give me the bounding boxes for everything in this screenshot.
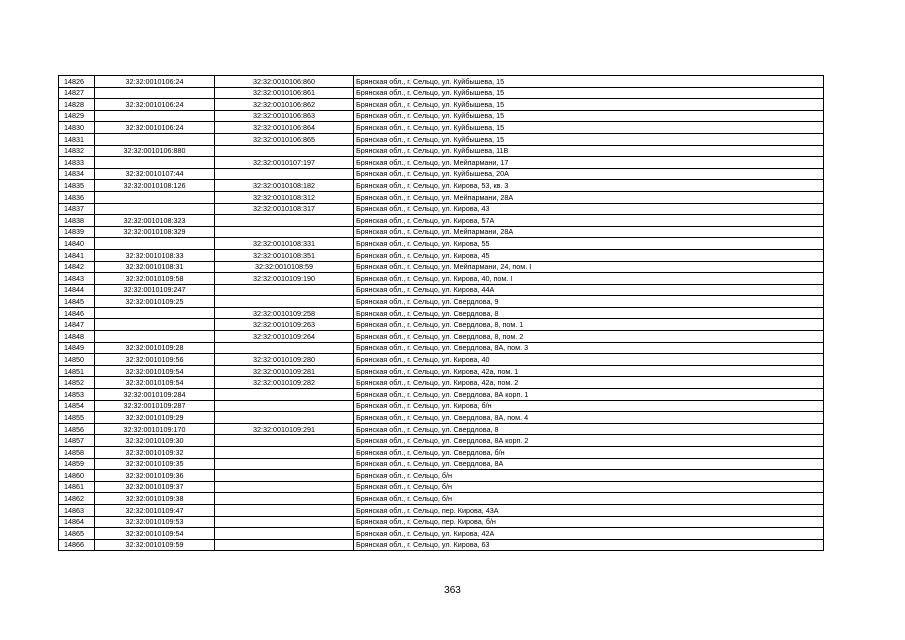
object-cadastral-number-cell [215, 458, 354, 470]
address-cell: Брянская обл., г. Сельцо, ул. Свердлова, 8 [354, 423, 824, 435]
object-cadastral-number-cell: 32:32:0010106:863 [215, 110, 354, 122]
table-row [59, 145, 824, 157]
address-cell: Брянская обл., г. Сельцо, ул. Мейпармани, 24, пом. I [354, 261, 824, 273]
table-row [59, 191, 824, 203]
address-cell: Брянская обл., г. Сельцо, ул. Свердлова, 8А корп. 1 [354, 389, 824, 401]
row-number-cell: 14858 [59, 447, 95, 459]
land-cadastral-number-cell: 32:32:0010109:25 [95, 296, 215, 308]
object-cadastral-number-cell: 32:32:0010106:865 [215, 133, 354, 145]
object-cadastral-number-cell: 32:32:0010109:280 [215, 354, 354, 366]
row-number-cell: 14849 [59, 342, 95, 354]
address-cell: Брянская обл., г. Сельцо, ул. Кирова, 53, кв. 3 [354, 180, 824, 192]
row-number-cell: 14845 [59, 296, 95, 308]
row-number-cell: 14835 [59, 180, 95, 192]
object-cadastral-number-cell: 32:32:0010108:312 [215, 191, 354, 203]
address-cell: Брянская обл., г. Сельцо, б/н [354, 470, 824, 482]
object-cadastral-number-cell: 32:32:0010108:331 [215, 238, 354, 250]
address-cell: Брянская обл., г. Сельцо, ул. Куйбышева, 15 [354, 87, 824, 99]
table-row [59, 493, 824, 505]
object-cadastral-number-cell [215, 516, 354, 528]
land-cadastral-number-cell: 32:32:0010106:880 [95, 145, 215, 157]
land-cadastral-number-cell: 32:32:0010108:31 [95, 261, 215, 273]
address-cell: Брянская обл., г. Сельцо, ул. Свердлова, 8, пом. 1 [354, 319, 824, 331]
land-cadastral-number-cell: 32:32:0010108:33 [95, 249, 215, 261]
object-cadastral-number-cell: 32:32:0010108:59 [215, 261, 354, 273]
land-cadastral-number-cell: 32:32:0010109:35 [95, 458, 215, 470]
table-row [59, 377, 824, 389]
row-number-cell: 14865 [59, 528, 95, 540]
row-number-cell: 14857 [59, 435, 95, 447]
object-cadastral-number-cell: 32:32:0010109:291 [215, 423, 354, 435]
table-row [59, 470, 824, 482]
row-number-cell: 14827 [59, 87, 95, 99]
row-number-cell: 14836 [59, 191, 95, 203]
address-cell: Брянская обл., г. Сельцо, б/н [354, 481, 824, 493]
row-number-cell: 14831 [59, 133, 95, 145]
land-cadastral-number-cell: 32:32:0010109:287 [95, 400, 215, 412]
table-row [59, 389, 824, 401]
land-cadastral-number-cell: 32:32:0010109:47 [95, 504, 215, 516]
land-cadastral-number-cell: 32:32:0010109:59 [95, 539, 215, 551]
row-number-cell: 14853 [59, 389, 95, 401]
object-cadastral-number-cell: 32:32:0010108:317 [215, 203, 354, 215]
land-cadastral-number-cell: 32:32:0010109:37 [95, 481, 215, 493]
address-cell: Брянская обл., г. Сельцо, ул. Свердлова, 8 [354, 307, 824, 319]
land-cadastral-number-cell: 32:32:0010108:126 [95, 180, 215, 192]
row-number-cell: 14834 [59, 168, 95, 180]
table-row [59, 87, 824, 99]
land-cadastral-number-cell [95, 110, 215, 122]
row-number-cell: 14826 [59, 76, 95, 88]
table-row [59, 157, 824, 169]
land-cadastral-number-cell: 32:32:0010106:24 [95, 76, 215, 88]
object-cadastral-number-cell [215, 145, 354, 157]
row-number-cell: 14838 [59, 215, 95, 227]
object-cadastral-number-cell [215, 215, 354, 227]
land-cadastral-number-cell: 32:32:0010109:170 [95, 423, 215, 435]
row-number-cell: 14855 [59, 412, 95, 424]
address-cell: Брянская обл., г. Сельцо, ул. Куйбышева, 15 [354, 99, 824, 111]
table-row [59, 110, 824, 122]
land-cadastral-number-cell: 32:32:0010106:24 [95, 99, 215, 111]
address-cell: Брянская обл., г. Сельцо, ул. Куйбышева, 11В [354, 145, 824, 157]
table-row [59, 226, 824, 238]
address-cell: Брянская обл., г. Сельцо, ул. Куйбышева, 15 [354, 76, 824, 88]
row-number-cell: 14842 [59, 261, 95, 273]
address-cell: Брянская обл., г. Сельцо, б/н [354, 493, 824, 505]
address-cell: Брянская обл., г. Сельцо, ул. Мейпармани, 28А [354, 226, 824, 238]
land-cadastral-number-cell: 32:32:0010109:53 [95, 516, 215, 528]
object-cadastral-number-cell [215, 528, 354, 540]
object-cadastral-number-cell: 32:32:0010107:197 [215, 157, 354, 169]
object-cadastral-number-cell [215, 389, 354, 401]
land-cadastral-number-cell: 32:32:0010109:56 [95, 354, 215, 366]
object-cadastral-number-cell: 32:32:0010109:263 [215, 319, 354, 331]
table-row [59, 261, 824, 273]
land-cadastral-number-cell: 32:32:0010108:329 [95, 226, 215, 238]
row-number-cell: 14837 [59, 203, 95, 215]
land-cadastral-number-cell: 32:32:0010109:54 [95, 377, 215, 389]
table-row [59, 458, 824, 470]
table-row [59, 354, 824, 366]
object-cadastral-number-cell [215, 470, 354, 482]
address-cell: Брянская обл., г. Сельцо, ул. Кирова, 43 [354, 203, 824, 215]
row-number-cell: 14832 [59, 145, 95, 157]
address-cell: Брянская обл., г. Сельцо, ул. Куйбышева, 20А [354, 168, 824, 180]
table-row [59, 99, 824, 111]
address-cell: Брянская обл., г. Сельцо, ул. Свердлова, 8А корп. 2 [354, 435, 824, 447]
address-cell: Брянская обл., г. Сельцо, ул. Свердлова, б/н [354, 447, 824, 459]
table-row [59, 133, 824, 145]
land-cadastral-number-cell [95, 191, 215, 203]
object-cadastral-number-cell: 32:32:0010109:282 [215, 377, 354, 389]
land-cadastral-number-cell [95, 307, 215, 319]
table-row [59, 122, 824, 134]
object-cadastral-number-cell [215, 493, 354, 505]
table-row [59, 238, 824, 250]
table-row [59, 180, 824, 192]
table-row [59, 539, 824, 551]
row-number-cell: 14839 [59, 226, 95, 238]
land-cadastral-number-cell [95, 133, 215, 145]
table-row [59, 76, 824, 88]
object-cadastral-number-cell: 32:32:0010108:182 [215, 180, 354, 192]
address-cell: Брянская обл., г. Сельцо, ул. Куйбышева, 15 [354, 122, 824, 134]
land-cadastral-number-cell: 32:32:0010109:29 [95, 412, 215, 424]
table-row [59, 412, 824, 424]
object-cadastral-number-cell [215, 412, 354, 424]
object-cadastral-number-cell: 32:32:0010106:862 [215, 99, 354, 111]
land-cadastral-number-cell: 32:32:0010108:323 [95, 215, 215, 227]
address-cell: Брянская обл., г. Сельцо, ул. Кирова, 57А [354, 215, 824, 227]
object-cadastral-number-cell: 32:32:0010106:861 [215, 87, 354, 99]
land-cadastral-number-cell [95, 203, 215, 215]
object-cadastral-number-cell: 32:32:0010109:258 [215, 307, 354, 319]
row-number-cell: 14862 [59, 493, 95, 505]
address-cell: Брянская обл., г. Сельцо, ул. Кирова, 42А [354, 528, 824, 540]
object-cadastral-number-cell: 32:32:0010108:351 [215, 249, 354, 261]
table-row [59, 273, 824, 285]
land-cadastral-number-cell: 32:32:0010107:44 [95, 168, 215, 180]
table-row [59, 400, 824, 412]
land-cadastral-number-cell: 32:32:0010109:36 [95, 470, 215, 482]
land-cadastral-number-cell [95, 238, 215, 250]
address-cell: Брянская обл., г. Сельцо, ул. Куйбышева, 15 [354, 110, 824, 122]
table-row [59, 307, 824, 319]
table-row [59, 528, 824, 540]
table-row [59, 516, 824, 528]
address-cell: Брянская обл., г. Сельцо, ул. Кирова, 45 [354, 249, 824, 261]
land-cadastral-number-cell: 32:32:0010109:32 [95, 447, 215, 459]
land-cadastral-number-cell: 32:32:0010109:54 [95, 528, 215, 540]
row-number-cell: 14850 [59, 354, 95, 366]
row-number-cell: 14854 [59, 400, 95, 412]
table-row [59, 215, 824, 227]
land-cadastral-number-cell [95, 87, 215, 99]
land-cadastral-number-cell [95, 319, 215, 331]
object-cadastral-number-cell [215, 296, 354, 308]
table-row [59, 319, 824, 331]
object-cadastral-number-cell [215, 435, 354, 447]
address-cell: Брянская обл., г. Сельцо, ул. Свердлова, 8А, пом. 4 [354, 412, 824, 424]
object-cadastral-number-cell [215, 284, 354, 296]
land-cadastral-number-cell [95, 157, 215, 169]
table-row [59, 284, 824, 296]
address-cell: Брянская обл., г. Сельцо, ул. Свердлова, 8А, пом. 3 [354, 342, 824, 354]
address-cell: Брянская обл., г. Сельцо, пер. Кирова, 43А [354, 504, 824, 516]
row-number-cell: 14844 [59, 284, 95, 296]
object-cadastral-number-cell: 32:32:0010106:864 [215, 122, 354, 134]
land-cadastral-number-cell: 32:32:0010106:24 [95, 122, 215, 134]
row-number-cell: 14833 [59, 157, 95, 169]
row-number-cell: 14859 [59, 458, 95, 470]
table-row [59, 423, 824, 435]
row-number-cell: 14864 [59, 516, 95, 528]
row-number-cell: 14846 [59, 307, 95, 319]
address-cell: Брянская обл., г. Сельцо, ул. Кирова, 42а, пом. 1 [354, 365, 824, 377]
row-number-cell: 14829 [59, 110, 95, 122]
row-number-cell: 14863 [59, 504, 95, 516]
object-cadastral-number-cell: 32:32:0010109:190 [215, 273, 354, 285]
row-number-cell: 14860 [59, 470, 95, 482]
address-cell: Брянская обл., г. Сельцо, ул. Кирова, 55 [354, 238, 824, 250]
object-cadastral-number-cell [215, 226, 354, 238]
row-number-cell: 14866 [59, 539, 95, 551]
row-number-cell: 14856 [59, 423, 95, 435]
table-row [59, 365, 824, 377]
address-cell: Брянская обл., г. Сельцо, ул. Кирова, 40, пом. I [354, 273, 824, 285]
land-cadastral-number-cell: 32:32:0010109:54 [95, 365, 215, 377]
object-cadastral-number-cell: 32:32:0010106:860 [215, 76, 354, 88]
table-row [59, 331, 824, 343]
address-cell: Брянская обл., г. Сельцо, ул. Куйбышева, 15 [354, 133, 824, 145]
land-cadastral-number-cell: 32:32:0010109:58 [95, 273, 215, 285]
row-number-cell: 14840 [59, 238, 95, 250]
row-number-cell: 14830 [59, 122, 95, 134]
address-cell: Брянская обл., г. Сельцо, ул. Кирова, 40 [354, 354, 824, 366]
land-cadastral-number-cell: 32:32:0010109:284 [95, 389, 215, 401]
object-cadastral-number-cell [215, 168, 354, 180]
table-row [59, 168, 824, 180]
address-cell: Брянская обл., г. Сельцо, ул. Свердлова, 9 [354, 296, 824, 308]
address-cell: Брянская обл., г. Сельцо, ул. Кирова, 44А [354, 284, 824, 296]
row-number-cell: 14848 [59, 331, 95, 343]
row-number-cell: 14852 [59, 377, 95, 389]
object-cadastral-number-cell [215, 447, 354, 459]
row-number-cell: 14841 [59, 249, 95, 261]
object-cadastral-number-cell [215, 481, 354, 493]
row-number-cell: 14847 [59, 319, 95, 331]
object-cadastral-number-cell [215, 342, 354, 354]
land-cadastral-number-cell: 32:32:0010109:30 [95, 435, 215, 447]
table-row [59, 481, 824, 493]
table-row [59, 504, 824, 516]
object-cadastral-number-cell [215, 539, 354, 551]
address-cell: Брянская обл., г. Сельцо, ул. Кирова, 42а, пом. 2 [354, 377, 824, 389]
table-row [59, 296, 824, 308]
address-cell: Брянская обл., г. Сельцо, ул. Свердлова, 8, пом. 2 [354, 331, 824, 343]
land-cadastral-number-cell: 32:32:0010109:38 [95, 493, 215, 505]
table-row [59, 435, 824, 447]
land-cadastral-number-cell: 32:32:0010109:28 [95, 342, 215, 354]
page-number: 363 [444, 585, 461, 596]
object-cadastral-number-cell: 32:32:0010109:281 [215, 365, 354, 377]
table-row [59, 203, 824, 215]
object-cadastral-number-cell [215, 400, 354, 412]
land-cadastral-number-cell [95, 331, 215, 343]
table-row [59, 447, 824, 459]
row-number-cell: 14851 [59, 365, 95, 377]
row-number-cell: 14843 [59, 273, 95, 285]
address-cell: Брянская обл., г. Сельцо, ул. Кирова, 63 [354, 539, 824, 551]
table-row [59, 342, 824, 354]
property-register-table [58, 75, 824, 551]
object-cadastral-number-cell [215, 504, 354, 516]
land-cadastral-number-cell: 32:32:0010109:247 [95, 284, 215, 296]
address-cell: Брянская обл., г. Сельцо, пер. Кирова, б/н [354, 516, 824, 528]
address-cell: Брянская обл., г. Сельцо, ул. Свердлова, 8А [354, 458, 824, 470]
object-cadastral-number-cell: 32:32:0010109:264 [215, 331, 354, 343]
address-cell: Брянская обл., г. Сельцо, ул. Мейпармани, 28А [354, 191, 824, 203]
row-number-cell: 14861 [59, 481, 95, 493]
address-cell: Брянская обл., г. Сельцо, ул. Кирова, б/н [354, 400, 824, 412]
table-row [59, 249, 824, 261]
row-number-cell: 14828 [59, 99, 95, 111]
table-body [59, 76, 824, 551]
address-cell: Брянская обл., г. Сельцо, ул. Мейпармани, 17 [354, 157, 824, 169]
